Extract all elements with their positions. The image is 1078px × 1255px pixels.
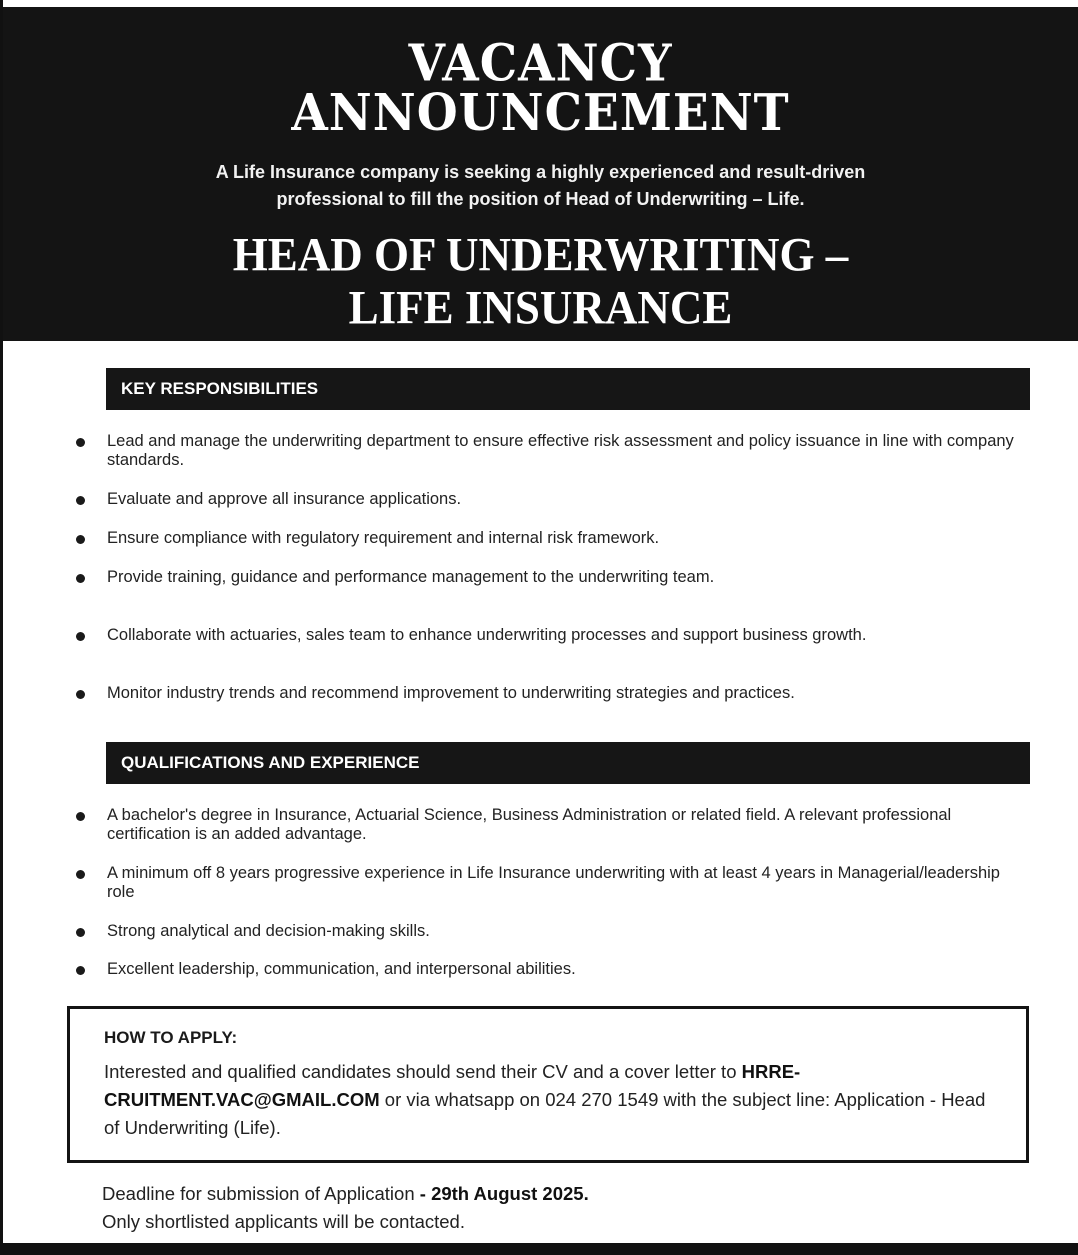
bullet-icon [76,812,85,821]
header-banner [3,7,1078,341]
bullet-icon [76,690,85,699]
page-title [3,33,1078,143]
list-item-text: Ensure compliance with regulatory requirement and internal risk framework. [107,529,660,547]
shortlist-note: Only shortlisted applicants will be contacted. [102,1211,465,1232]
position-line-1: HEAD OF UNDERWRITING – [232,228,849,281]
bullet-icon [76,496,85,505]
apply-contact-details: or via whatsapp on 024 270 1549 with the subject line: Application - Head of Underwriting (Life). [104,1089,986,1138]
list-item-text: Evaluate and approve all insurance applications. [107,490,462,508]
bullet-icon [76,966,85,975]
how-to-apply-text [104,1058,999,1142]
title-line-1: VACANCY [408,33,673,94]
list-item-text: A bachelor's degree in Insurance, Actuarial Science, Business Administration or related field. A relevant professional certification is an added advantage. [107,806,952,843]
bullet-icon [76,632,85,641]
deadline-section [102,1180,1002,1236]
bullet-icon [76,438,85,447]
intro-line-1: A Life Insurance company is seeking a highly experienced and result-driven [215,162,866,182]
list-item-text: Monitor industry trends and recommend improvement to underwriting strategies and practices. [107,684,795,702]
apply-instructions: Interested and qualified candidates should send their CV and a cover letter to [104,1061,737,1082]
deadline-label: Deadline for submission of Application [102,1183,415,1204]
intro-text [123,159,958,213]
list-item-text: Collaborate with actuaries, sales team to enhance underwriting processes and support business growth. [107,626,867,644]
qualifications-heading: QUALIFICATIONS AND EXPERIENCE [106,742,1030,784]
bullet-icon [76,574,85,583]
bullet-icon [76,535,85,544]
list-item-text: Excellent leadership, communication, and interpersonal abilities. [107,960,576,978]
title-line-2: ANNOUNCEMENT [291,83,790,143]
how-to-apply-box [67,1006,1029,1163]
bullet-icon [76,928,85,937]
position-line-2: LIFE INSURANCE [348,281,733,334]
position-title [3,228,1078,334]
apply-email-link[interactable]: HRRE-CRUITMENT.VAC@GMAIL.COM [104,1061,801,1110]
list-item-text: Lead and manage the underwriting department to ensure effective risk assessment and policy issuance in line with company standards. [107,432,1014,469]
how-to-apply-heading: HOW TO APPLY: [104,1028,238,1047]
list-item-text: Strong analytical and decision-making skills. [107,922,430,940]
deadline-date: - 29th August 2025. [419,1183,589,1204]
bottom-border [0,1243,1078,1255]
list-item-text: A minimum off 8 years progressive experience in Life Insurance underwriting with at least 4 years in Managerial/leadership role [107,864,1000,901]
bullet-icon [76,870,85,879]
intro-line-2: professional to fill the position of Head of Underwriting – Life. [276,189,805,209]
key-responsibilities-heading: KEY RESPONSIBILITIES [106,368,1030,410]
deadline-line [102,1180,1002,1208]
list-item-text: Provide training, guidance and performance management to the underwriting team. [107,568,715,586]
